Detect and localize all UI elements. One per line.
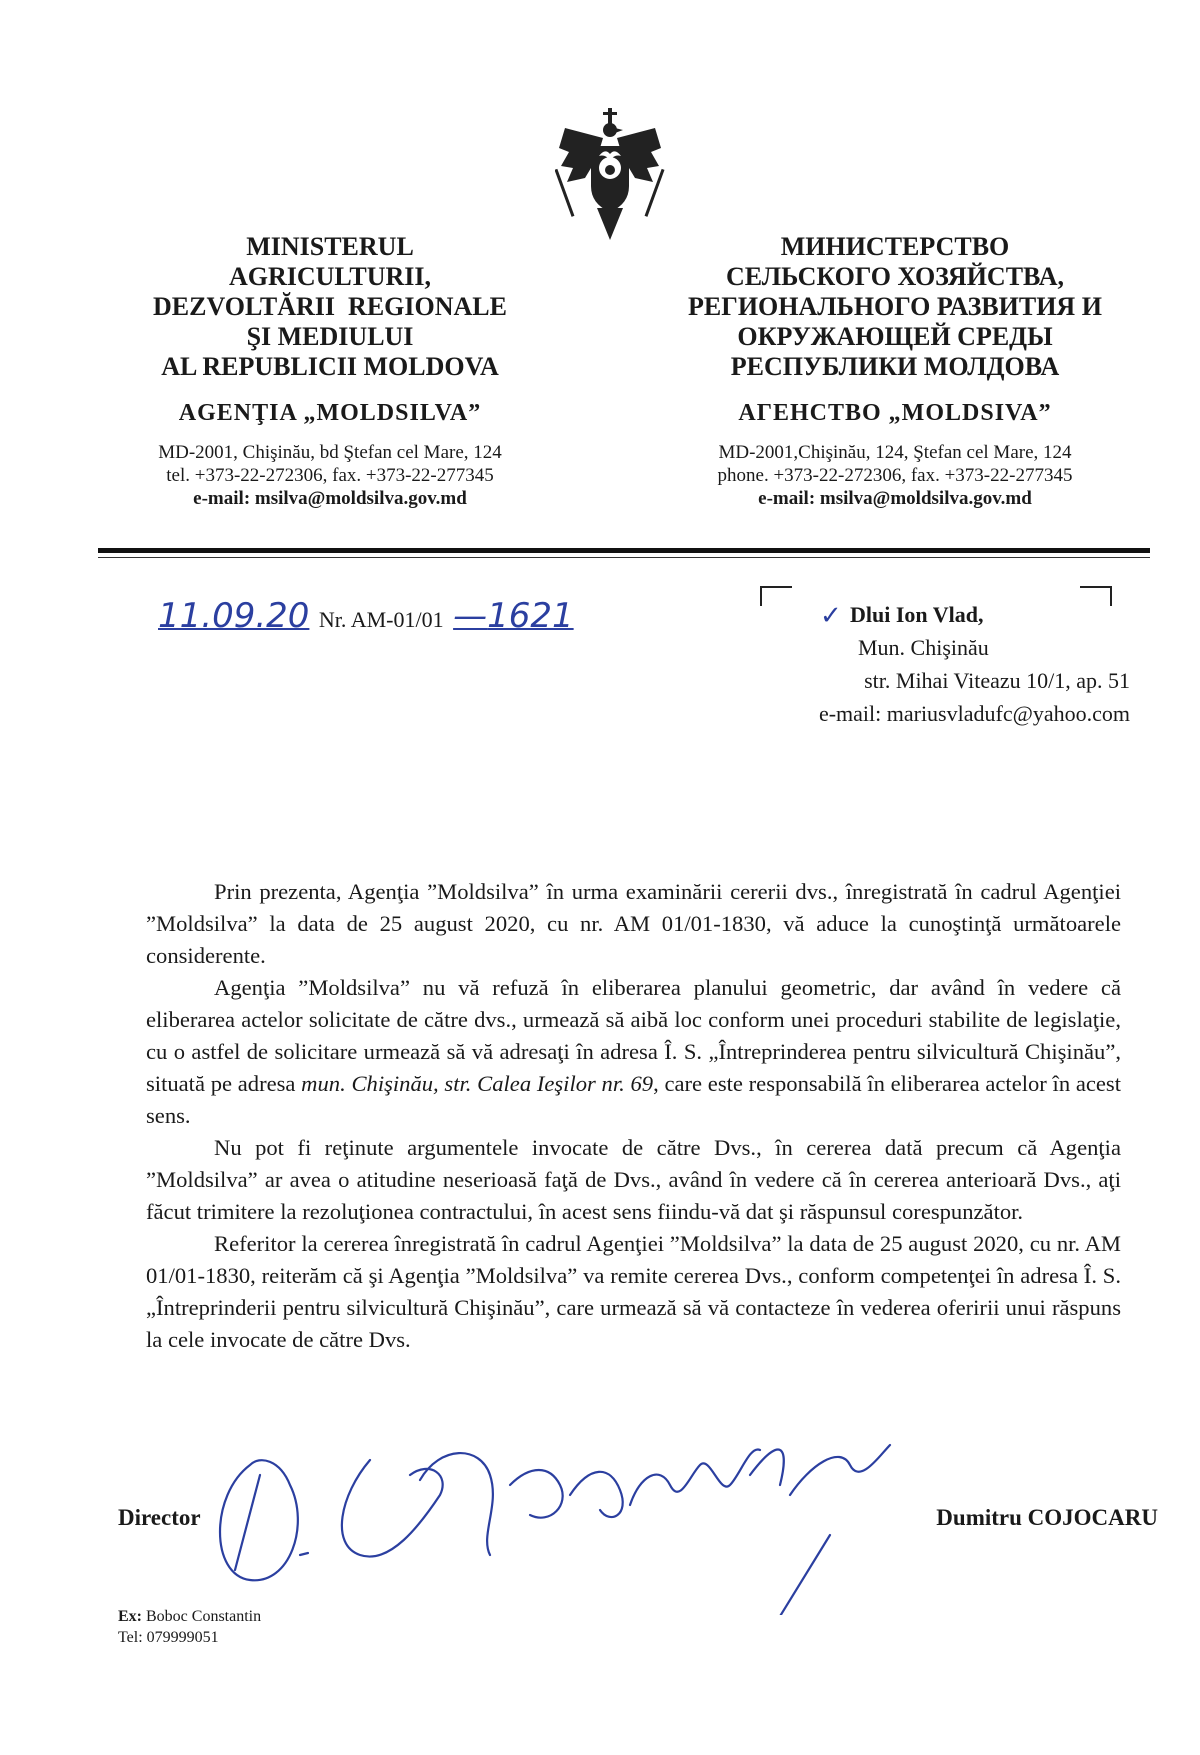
body-paragraph: Referitor la cererea înregistrată în cadrul Agenţiei ”Moldsilva” la data de 25 august 2020, cu nr. AM 01/01-1830, reiterăm că şi Agenţia ”Moldsilva” va remite cererea Dvs., conform competenţei în adresa Î. S. „Întreprinderii pentru silvicultură Chişinău”, care urmează să vă contacteze în vederea oferirii unui răspuns la cele invocate de către Dvs.: [146, 1231, 1121, 1352]
email-ru: e-mail: msilva@moldsilva.gov.md: [758, 488, 1032, 509]
body-text-span: Agenţia ”Moldsilva” nu vă refuză în eliberarea planului geometric, dar având în vedere că eliberarea actelor solicitate de către dvs., urmează să aibă loc conform unei proceduri stabilite de legislaţie, cu o astfel de solicitare urmează să vă adresaţi în adresa Î. S. „Întreprinderea pentru silvicultură Chişinău”, situată pe adresa: [146, 975, 1121, 1096]
ministry-line: СЕЛЬСКОГО ХОЗЯЙСТВА,: [725, 262, 1065, 291]
ministry-line: MINISTERUL: [246, 232, 414, 261]
recipient-street: str. Mihai Viteazu 10/1, ap. 51: [864, 668, 1130, 693]
signatory-name: Dumitru COJOCARU: [936, 1505, 1158, 1530]
ministry-line: ОКРУЖАЮЩЕЙ СРЕДЫ: [737, 322, 1053, 351]
ministry-name-ru: [660, 232, 1130, 382]
checkmark-icon: ✓: [820, 601, 842, 631]
ministry-line: РЕГИОНАЛЬНОГО РАЗВИТИЯ И: [688, 292, 1102, 321]
letter-body: [146, 876, 1121, 1356]
handwritten-date: 11.09.20: [158, 596, 310, 636]
body-paragraph: Prin prezenta, Agenţia ”Moldsilva” în urma examinării cererii dvs., înregistrată în cadrul Agenţiei ”Moldsilva” la data de 25 august 2020, cu nr. AM 01/01-1830, vă aduce la cunoştinţă următoarele considerente.: [146, 879, 1121, 968]
header-divider-thick: [98, 548, 1150, 553]
body-italic-address: mun. Chişinău, str. Calea Ieşilor nr. 69: [301, 1071, 654, 1096]
body-paragraph: [146, 972, 1121, 1132]
ministry-line: DEZVOLTĂRII REGIONALE: [153, 292, 507, 321]
signature-block: [118, 1505, 1158, 1545]
ministry-line: ŞI MEDIULUI: [246, 322, 414, 351]
executor-line: [118, 1606, 261, 1627]
contact-block-ro: [95, 441, 565, 510]
handwritten-number: —1621: [453, 596, 574, 636]
contact-block-ru: [660, 441, 1130, 510]
date-number-line: [158, 596, 574, 636]
body-paragraph: Nu pot fi reţinute argumentele invocate de către Dvs., în cererea dată precum că Agenţia ”Moldsilva” ar avea o atitudine neserioasă faţă de Dvs., având în vedere că în cererea anterioară Dvs., aţi făcut trimitere la rezoluţionea contractului, în acest sens fiindu-vă dat şi răspunsul corespunzător.: [146, 1135, 1121, 1224]
agency-name-ru: АГЕНСТВО „MOLDSIVA”: [738, 400, 1052, 426]
recipient-city: Mun. Chişinău: [858, 635, 989, 660]
address-ru: MD-2001,Chişinău, 124, Ştefan cel Mare, 124: [718, 442, 1072, 463]
ministry-name-ro: [95, 232, 565, 382]
header-russian: [660, 232, 1130, 510]
executor-block: [118, 1606, 261, 1648]
ministry-line: РЕСПУБЛИКИ МОЛДОВА: [730, 352, 1060, 381]
signatory-role: Director: [118, 1505, 201, 1530]
coat-of-arms-emblem: [555, 108, 665, 240]
ministry-line: AL REPUBLICII MOLDOVA: [161, 352, 499, 381]
header-romanian: [95, 232, 565, 510]
phone-ru: phone. +373-22-272306, fax. +373-22-277345: [717, 465, 1073, 486]
executor-name: Boboc Constantin: [146, 1608, 262, 1625]
executor-label: Ex:: [118, 1608, 142, 1625]
ministry-line: МИНИСТЕРСТВО: [780, 232, 1010, 261]
ministry-line: AGRICULTURII,: [228, 262, 432, 291]
registration-number-label: Nr. AM-01/01: [318, 607, 444, 632]
recipient-email: e-mail: mariusvladufc@yahoo.com: [818, 701, 1130, 726]
header-divider-thin: [98, 557, 1150, 558]
email-ro: e-mail: msilva@moldsilva.gov.md: [193, 488, 467, 509]
address-ro: MD-2001, Chişinău, bd Ştefan cel Mare, 124: [158, 442, 502, 463]
body-text-span: , care este responsabilă în eliberarea actelor în acest sens.: [146, 1071, 1121, 1128]
agency-name-ro: AGENŢIA „MOLDSILVA”: [178, 400, 482, 426]
recipient-block: [740, 598, 1130, 730]
phone-ro: tel. +373-22-272306, fax. +373-22-277345: [166, 465, 494, 486]
executor-phone: Tel: 079999051: [118, 1629, 219, 1646]
handwritten-number-value: 1621: [487, 596, 574, 636]
recipient-name: Dlui Ion Vlad,: [850, 602, 984, 627]
